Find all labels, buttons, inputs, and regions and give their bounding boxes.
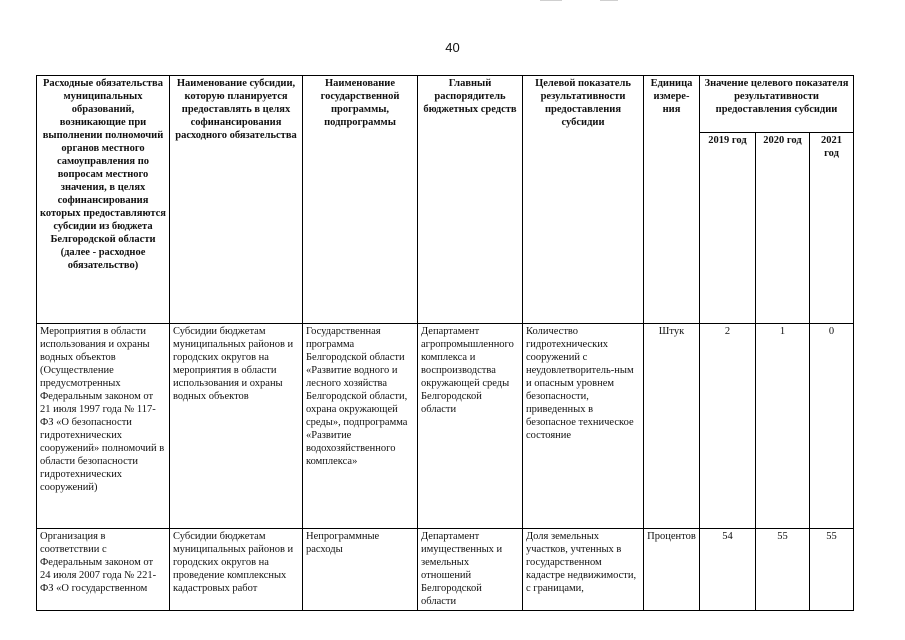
- row-administrator: Департамент агропромышленного комплекса и воспроизводства окружающей среды Белгородской области: [418, 324, 523, 529]
- table-row: [37, 324, 854, 529]
- row-value-2020: 1: [756, 324, 810, 529]
- header-administrator: Главный распорядитель бюджетных средств: [418, 76, 523, 324]
- row-unit: Штук: [644, 324, 700, 529]
- header-subsidy: Наименование субсидии, которую планируется предоставлять в целях софинансирования расходного обязательства: [170, 76, 303, 324]
- row-administrator: Департамент имущественных и земельных отношений Белгородской области: [418, 529, 523, 611]
- row-program: Непрограммные расходы: [303, 529, 418, 611]
- header-indicator-value: Значение целевого показателя результативности предоставления субсидии: [700, 76, 854, 133]
- scan-artifact-line: [600, 0, 618, 1]
- header-year-2021: 2021 год: [810, 133, 854, 324]
- row-obligation: Организация в соответствии с Федеральным законом от 24 июля 2007 года № 221-ФЗ «О государственном: [37, 529, 170, 611]
- row-unit: Процентов: [644, 529, 700, 611]
- table-row: [37, 529, 854, 611]
- row-indicator: Доля земельных участков, учтенных в государственном кадастре недвижимости, с границами,: [523, 529, 644, 611]
- subsidy-table: [36, 75, 854, 611]
- row-subsidy: Субсидии бюджетам муниципальных районов и городских округов на мероприятия в области использования и охраны водных объектов: [170, 324, 303, 529]
- page-number: 40: [445, 40, 460, 55]
- header-obligation: Расходные обязательства муниципальных образований, возникающие при выполнении полномочий органов местного самоуправления по вопросам местного значения, в целях софинансирования которых предоставляются субсидии из бюджета Белгородской области (далее - расходное обязательство): [37, 76, 170, 324]
- row-subsidy: Субсидии бюджетам муниципальных районов и городских округов на проведение комплексных кадастровых работ: [170, 529, 303, 611]
- row-indicator: Количество гидротехнических сооружений с неудовлетворитель-ным и опасным уровнем безопасности, приведенных в безопасное техническое состояние: [523, 324, 644, 529]
- header-year-2020: 2020 год: [756, 133, 810, 324]
- row-value-2019: 54: [700, 529, 756, 611]
- row-obligation: Мероприятия в области использования и охраны водных объектов (Осуществление предусмотренных Федеральным законом от 21 июля 1997 года № 117-ФЗ «О безопасности гидротехнических сооружений» полномочий в области безопасности гидротехнических сооружений): [37, 324, 170, 529]
- row-program: Государственная программа Белгородской области «Развитие водного и лесного хозяйства Белгородской области, охрана окружающей среды», подпрограмма «Развитие водохозяйственного комплекса»: [303, 324, 418, 529]
- header-unit: Единица измере-ния: [644, 76, 700, 324]
- header-year-2019: 2019 год: [700, 133, 756, 324]
- row-value-2021: 55: [810, 529, 854, 611]
- header-program: Наименование государственной программы, подпрограммы: [303, 76, 418, 324]
- table-header-row: [37, 76, 854, 133]
- header-indicator: Целевой показатель результативности предоставления субсидии: [523, 76, 644, 324]
- row-value-2020: 55: [756, 529, 810, 611]
- scan-artifact-line: [540, 0, 562, 1]
- row-value-2019: 2: [700, 324, 756, 529]
- row-value-2021: 0: [810, 324, 854, 529]
